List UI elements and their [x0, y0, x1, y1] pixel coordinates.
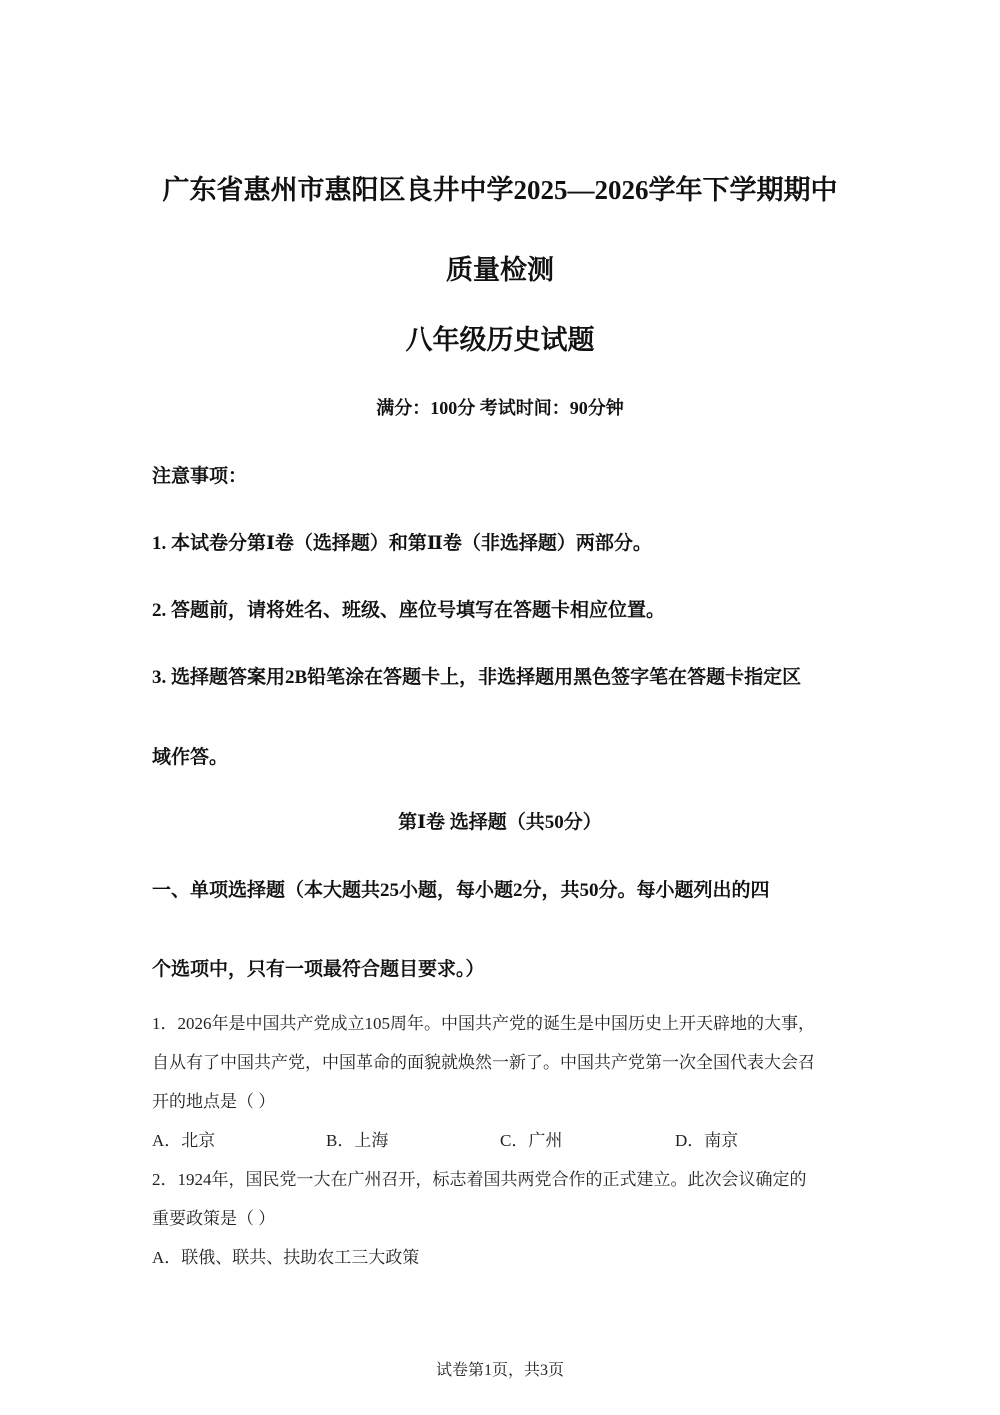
note-item-3-line2: 域作答。 [152, 747, 229, 768]
question-2-line1: 2．1924年，国民党一大在广州召开，标志着国共两党合作的正式建立。此次会议确定的 [152, 1170, 807, 1189]
question-2-line2: 重要政策是（ ） [152, 1209, 276, 1228]
question-1-option-a: A．北京 [152, 1131, 216, 1150]
score-and-time-info: 满分：100分 考试时间：90分钟 [376, 398, 624, 418]
question-2-option-a: A．联俄、联共、扶助农工三大政策 [152, 1248, 420, 1267]
exam-title-line1: 广东省惠州市惠阳区良井中学2025—2026学年下学期期中 [162, 175, 838, 205]
question-1-line2: 自从有了中国共产党，中国革命的面貌就焕然一新了。中国共产党第一次全国代表大会召 [152, 1053, 815, 1072]
question-1-option-b: B．上海 [326, 1131, 389, 1150]
exam-subtitle: 八年级历史试题 [405, 325, 595, 355]
question-1-line3: 开的地点是（ ） [152, 1092, 276, 1111]
page-footer: 试卷第1页，共3页 [435, 1362, 564, 1379]
notes-heading: 注意事项： [152, 466, 248, 487]
note-item-2: 2. 答题前，请将姓名、班级、座位号填写在答题卡相应位置。 [152, 600, 666, 621]
part-instruction-line2: 个选项中，只有一项最符合题目要求。） [152, 959, 485, 980]
question-1-option-d: D．南京 [675, 1131, 739, 1150]
question-1-option-c: C．广州 [500, 1131, 563, 1150]
question-1-line1: 1．2026年是中国共产党成立105周年。中国共产党的诞生是中国历史上开天辟地的大事， [152, 1014, 815, 1033]
note-item-1: 1. 本试卷分第Ⅰ卷（选择题）和第Ⅱ卷（非选择题）两部分。 [152, 533, 652, 554]
exam-title-line2: 质量检测 [446, 255, 554, 285]
note-item-3-line1: 3. 选择题答案用2B铅笔涂在答题卡上，非选择题用黑色签字笔在答题卡指定区 [152, 667, 802, 688]
part-instruction-line1: 一、单项选择题（本大题共25小题，每小题2分，共50分。每小题列出的四 [152, 880, 770, 901]
section-title: 第Ⅰ卷 选择题（共50分） [398, 812, 602, 833]
